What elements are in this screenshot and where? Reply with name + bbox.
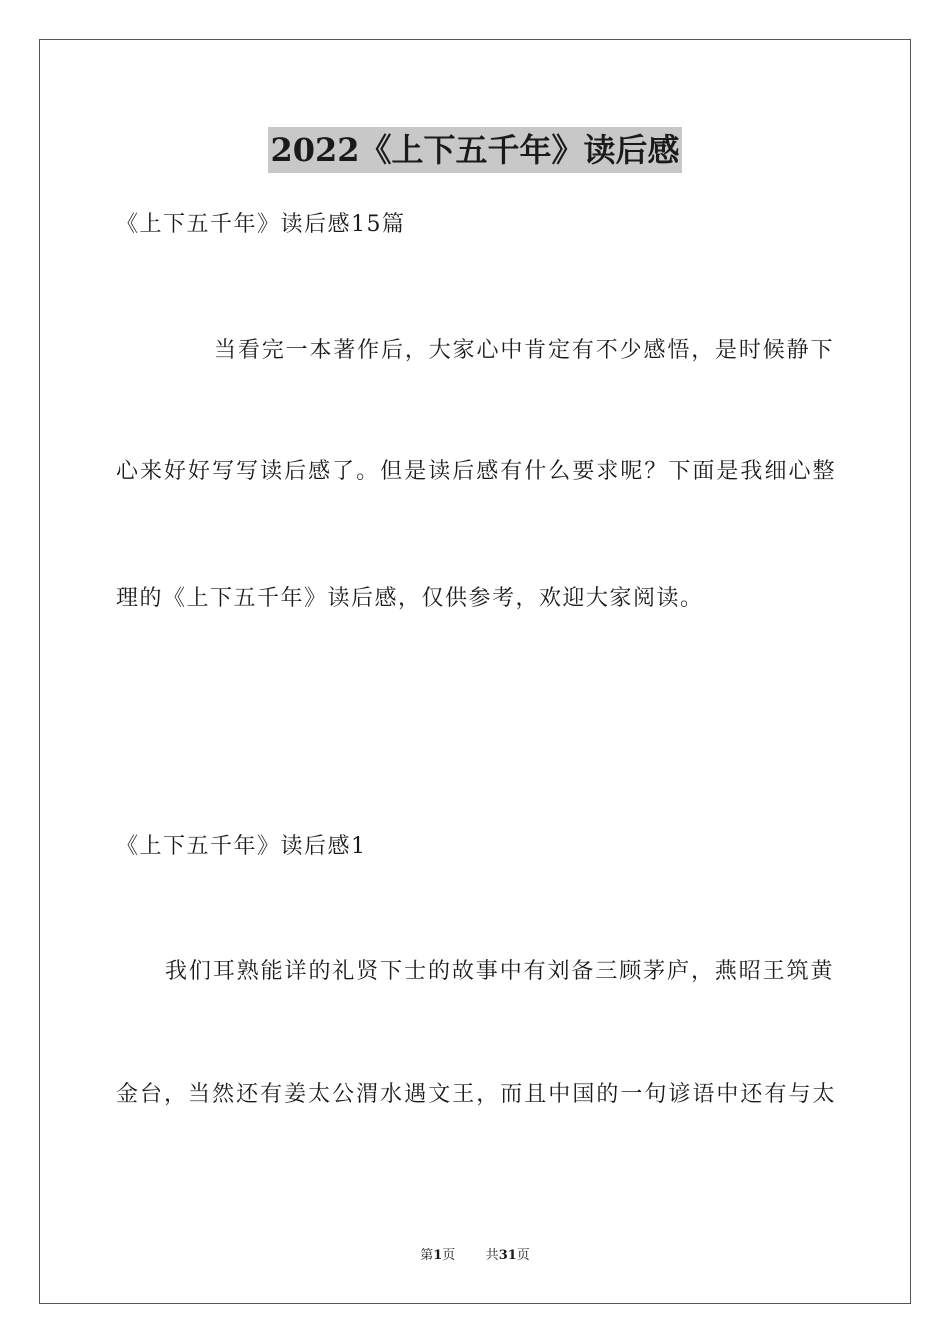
intro-line-3: 理的《上下五千年》读后感，仅供参考，欢迎大家阅读。 bbox=[116, 586, 704, 611]
intro-line-2: 心来好好写写读后感了。但是读后感有什么要求呢？下面是我细心整 bbox=[116, 459, 836, 484]
total-page-count: 31 bbox=[498, 1248, 517, 1263]
section-line-1: 我们耳熟能详的礼贤下士的故事中有刘备三顾茅庐，燕昭王筑黄 bbox=[165, 959, 834, 984]
total-prefix: 共 bbox=[485, 1248, 499, 1263]
page-prefix: 第 bbox=[420, 1248, 434, 1263]
intro-line-1: 当看完一本著作后，大家心中肯定有不少感悟，是时候静下 bbox=[214, 338, 834, 363]
total-suffix: 页 bbox=[516, 1248, 530, 1263]
document-subtitle: 《上下五千年》读后感15篇 bbox=[116, 212, 406, 237]
section-heading: 《上下五千年》读后感1 bbox=[116, 834, 367, 859]
title-container bbox=[0, 127, 950, 173]
document-title: 2022《上下五千年》读后感 bbox=[268, 127, 681, 173]
page-footer bbox=[0, 1247, 950, 1265]
page-suffix: 页 bbox=[442, 1248, 456, 1263]
current-page-number: 1 bbox=[433, 1248, 443, 1263]
section-line-2: 金台，当然还有姜太公渭水遇文王，而且中国的一句谚语中还有与太 bbox=[116, 1082, 836, 1107]
